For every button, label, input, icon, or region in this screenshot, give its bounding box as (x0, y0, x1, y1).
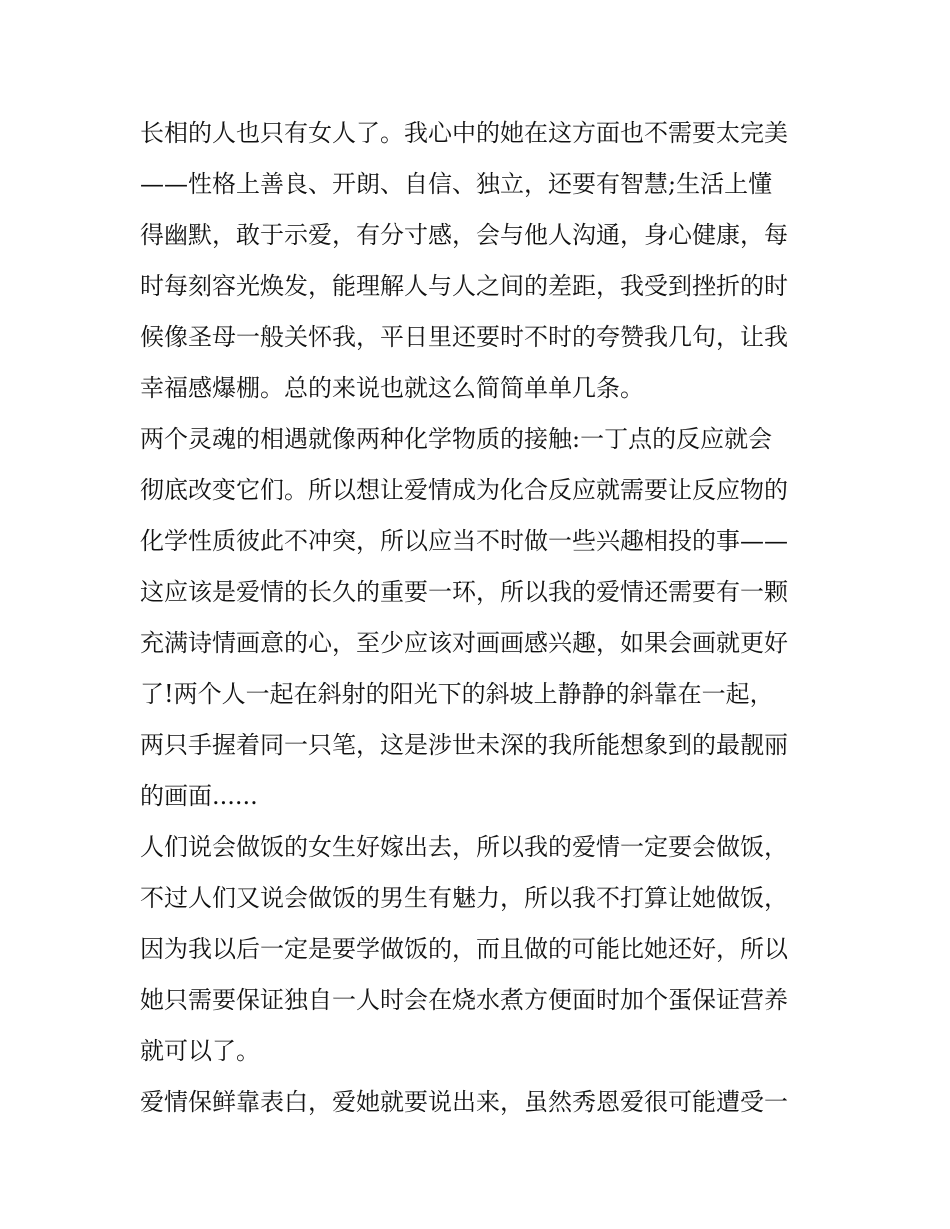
paragraph-4 (140, 1077, 820, 1128)
text-line: 这应该是爱情的长久的重要一环，所以我的爱情还需要有一颗 (140, 578, 788, 606)
text-line: 两只手握着同一只笔，这是涉世未深的我所能想象到的最靓丽 (140, 731, 788, 759)
text-line: 爱情保鲜靠表白，爱她就要说出来，虽然秀恩爱很可能遭受一 (140, 1088, 788, 1116)
text-line: 人们说会做饭的女生好嫁出去，所以我的爱情一定要会做饭， (140, 833, 788, 861)
document-body (140, 108, 820, 1128)
text-line: 彻底改变它们。所以想让爱情成为化合反应就需要让反应物的 (140, 476, 788, 504)
text-line: 两个灵魂的相遇就像两种化学物质的接触:一丁点的反应就会 (140, 425, 773, 453)
text-line: 充满诗情画意的心，至少应该对画画感兴趣，如果会画就更好 (140, 629, 788, 657)
text-line: 得幽默，敢于示爱，有分寸感，会与他人沟通，身心健康，每 (140, 221, 788, 249)
text-line: 了!两个人一起在斜射的阳光下的斜坡上静静的斜靠在一起， (140, 680, 774, 708)
text-line: 她只需要保证独自一人时会在烧水煮方便面时加个蛋保证营养 (140, 986, 788, 1014)
text-line: 化学性质彼此不冲突，所以应当不时做一些兴趣相投的事—— (140, 527, 788, 555)
text-line: 的画面...... (140, 782, 258, 810)
text-line: 因为我以后一定是要学做饭的，而且做的可能比她还好，所以 (140, 935, 788, 963)
paragraph-2 (140, 414, 820, 822)
text-line: 就可以了。 (140, 1037, 260, 1065)
text-line: 长相的人也只有女人了。我心中的她在这方面也不需要太完美 (140, 119, 788, 147)
text-line: 候像圣母一般关怀我，平日里还要时不时的夸赞我几句，让我 (140, 323, 788, 351)
text-line: ——性格上善良、开朗、自信、独立，还要有智慧;生活上懂 (140, 170, 773, 198)
paragraph-3 (140, 822, 820, 1077)
text-line: 幸福感爆棚。总的来说也就这么简简单单几条。 (140, 374, 644, 402)
paragraph-1 (140, 108, 820, 414)
text-line: 时每刻容光焕发，能理解人与人之间的差距，我受到挫折的时 (140, 272, 788, 300)
text-line: 不过人们又说会做饭的男生有魅力，所以我不打算让她做饭， (140, 884, 788, 912)
